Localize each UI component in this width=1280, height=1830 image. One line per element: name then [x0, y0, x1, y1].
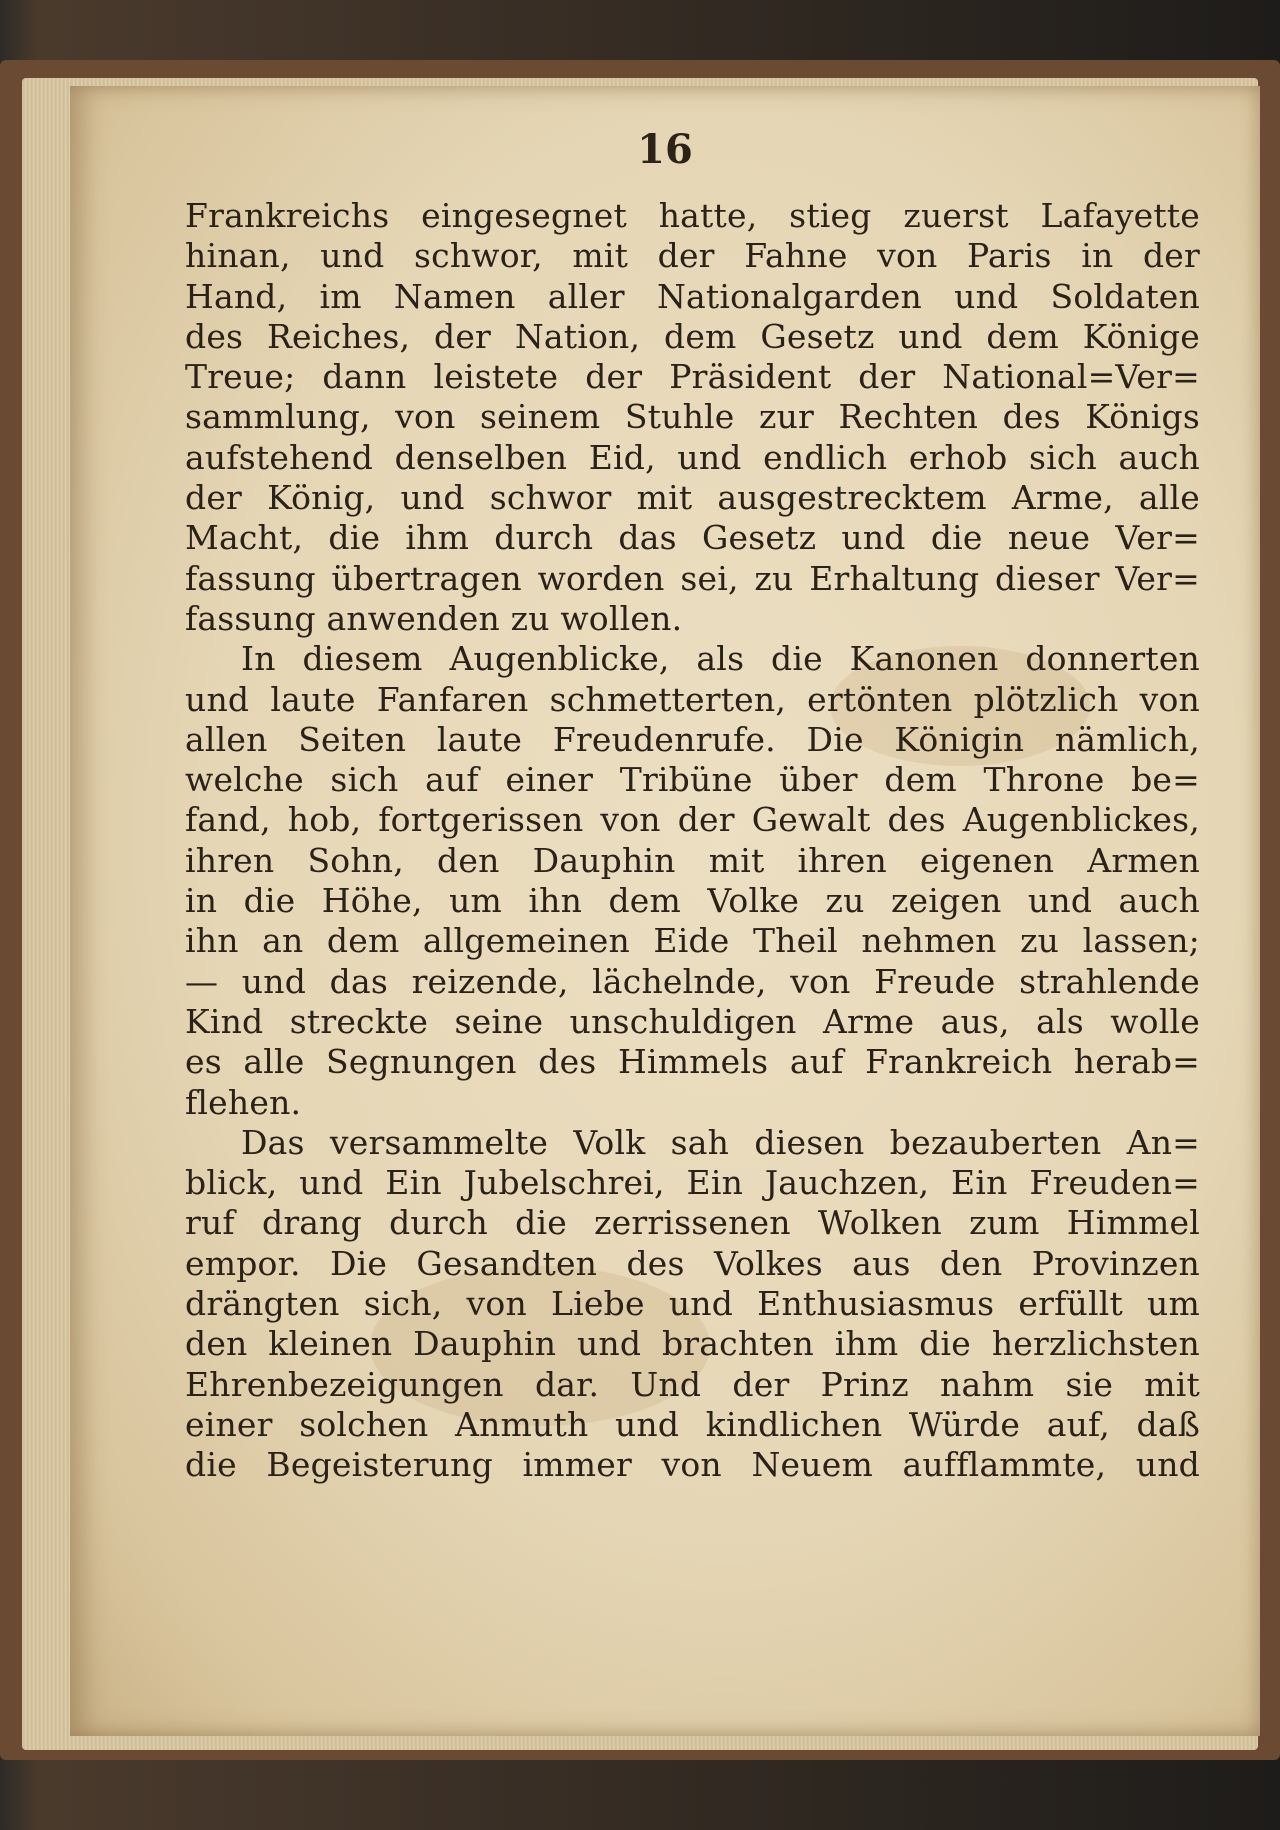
- text-line: Frankreichs eingesegnet hatte, stieg zuerst Lafayette: [185, 196, 1200, 235]
- text-line: — und das reizende, lächelnde, von Freude strahlende: [185, 961, 1200, 1001]
- text-line: allen Seiten laute Freudenrufe. Die Königin nämlich,: [185, 719, 1200, 759]
- book-page: [70, 86, 1260, 1736]
- text-line: die Begeisterung immer von Neuem aufflammte, und: [185, 1445, 1200, 1485]
- text-line: aufstehend denselben Eid, und endlich erhob sich auch: [185, 437, 1200, 477]
- text-line: empor. Die Gesandten des Volkes aus den Provinzen: [185, 1243, 1200, 1283]
- text-line: und laute Fanfaren schmetterten, ertönten plötzlich von: [185, 679, 1200, 719]
- text-line: ruf drang durch die zerrissenen Wolken zum Himmel: [185, 1203, 1200, 1243]
- text-line: In diesem Augenblicke, als die Kanonen donnerten: [241, 639, 1200, 679]
- page-number: 16: [637, 126, 693, 173]
- text-line: fassung übertragen worden sei, zu Erhaltung dieser Ver=: [185, 558, 1200, 598]
- text-line: in die Höhe, um ihn dem Volke zu zeigen und auch: [185, 881, 1200, 921]
- text-line: flehen.: [185, 1082, 302, 1122]
- text-line: Kind streckte seine unschuldigen Arme aus, als wolle: [185, 1001, 1200, 1041]
- text-line: einer solchen Anmuth und kindlichen Würde auf, daß: [185, 1404, 1200, 1444]
- text-line: ihren Sohn, den Dauphin mit ihren eigenen Armen: [185, 840, 1200, 880]
- text-line: es alle Segnungen des Himmels auf Frankreich herab=: [185, 1042, 1200, 1082]
- text-line: des Reiches, der Nation, dem Gesetz und dem Könige: [185, 316, 1200, 356]
- body-text: [185, 196, 1200, 1486]
- text-line: den kleinen Dauphin und brachten ihm die herzlichsten: [185, 1324, 1200, 1364]
- text-line: fassung anwenden zu wollen.: [185, 598, 683, 638]
- text-line: fand, hob, fortgerissen von der Gewalt des Augenblickes,: [185, 800, 1200, 840]
- text-line: welche sich auf einer Tribüne über dem Throne be=: [185, 760, 1200, 800]
- text-line: der König, und schwor mit ausgestrecktem Arme, alle: [185, 478, 1200, 518]
- text-line: Macht, die ihm durch das Gesetz und die neue Ver=: [185, 518, 1200, 558]
- text-line: Das versammelte Volk sah diesen bezauberten An=: [241, 1122, 1200, 1162]
- text-line: hinan, und schwor, mit der Fahne von Paris in der: [185, 236, 1200, 276]
- text-line: Ehrenbezeigungen dar. Und der Prinz nahm sie mit: [185, 1364, 1200, 1404]
- text-line: blick, und Ein Jubelschrei, Ein Jauchzen, Ein Freuden=: [185, 1163, 1200, 1203]
- text-line: sammlung, von seinem Stuhle zur Rechten des Königs: [185, 397, 1200, 437]
- text-line: Treue; dann leistete der Präsident der National=Ver=: [185, 357, 1200, 397]
- text-line: drängten sich, von Liebe und Enthusiasmus erfüllt um: [185, 1284, 1200, 1324]
- text-line: ihn an dem allgemeinen Eide Theil nehmen zu lassen;: [185, 921, 1200, 961]
- text-line: Hand, im Namen aller Nationalgarden und Soldaten: [185, 276, 1200, 316]
